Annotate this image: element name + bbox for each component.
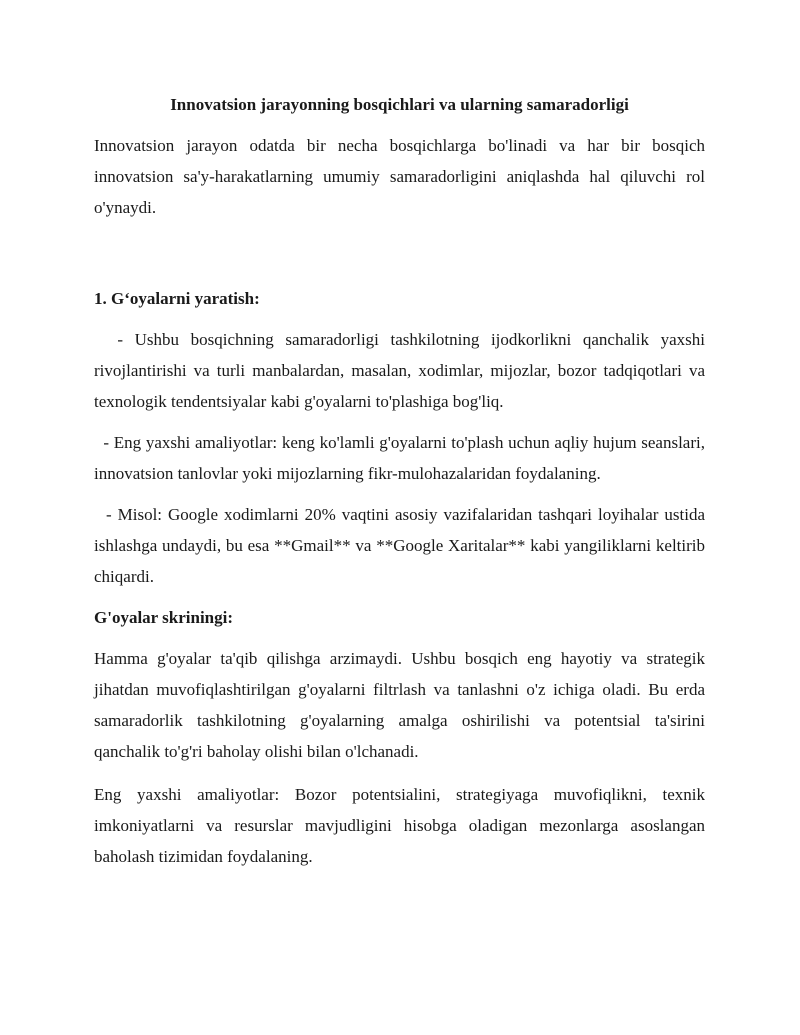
section1-heading: 1. G‘oyalarni yaratish:	[94, 289, 260, 308]
section1-bullet-2: - Eng yaxshi amaliyotlar: keng ko'lamli g'oyalarni to'plash uchun aqliy hujum seanslari, innovatsion tanlovlar yoki mijozlarning fikr-mulohazalaridan foydalaning.	[94, 433, 710, 483]
intro-paragraph: Innovatsion jarayon odatda bir necha bosqichlarga bo'linadi va har bir bosqich innovatsion sa'y-harakatlarning umumiy samaradorligini aniqlashda hal qiluvchi rol o'ynaydi.	[94, 136, 705, 217]
section2-paragraph-1: Hamma g'oyalar ta'qib qilishga arzimaydi. Ushbu bosqich eng hayotiy va strategik jihatdan muvofiqlashtirilgan g'oyalarni filtrlash va tanlashni o'z ichiga oladi. Bu erda samaradorlik tashkilotning g'oyalarning amalga oshirilishi va potentsial ta'sirini qanchalik to'g'ri baholay olishi bilan o'lchanadi.	[94, 649, 705, 761]
section1-bullet-3: - Misol: Google xodimlarni 20% vaqtini asosiy vazifalaridan tashqari loyihalar ustida ishlashga undaydi, bu esa **Gmail** va **Google Xaritalar** kabi yangiliklarni keltirib chiqardi.	[94, 505, 710, 586]
document-title: Innovatsion jarayonning bosqichlari va ularning samaradorligi	[170, 95, 629, 114]
document-page	[94, 92, 710, 884]
section1-bullet-1: - Ushbu bosqichning samaradorligi tashkilotning ijodkorlikni qanchalik yaxshi rivojlantirishi va turli manbalardan, masalan, xodimlar, mijozlar, bozor tadqiqotlari va texnologik tendentsiyalar kabi g'oyalarni to'plashiga bog'liq.	[94, 330, 710, 411]
section2-heading: G'oyalar skriningi:	[94, 608, 234, 627]
section2-paragraph-2: Eng yaxshi amaliyotlar: Bozor potentsialini, strategiyaga muvofiqlikni, texnik imkoniyatlarni va resurslar mavjudligini hisobga oladigan mezonlarga asoslangan baholash tizimidan foydalaning.	[94, 785, 705, 866]
